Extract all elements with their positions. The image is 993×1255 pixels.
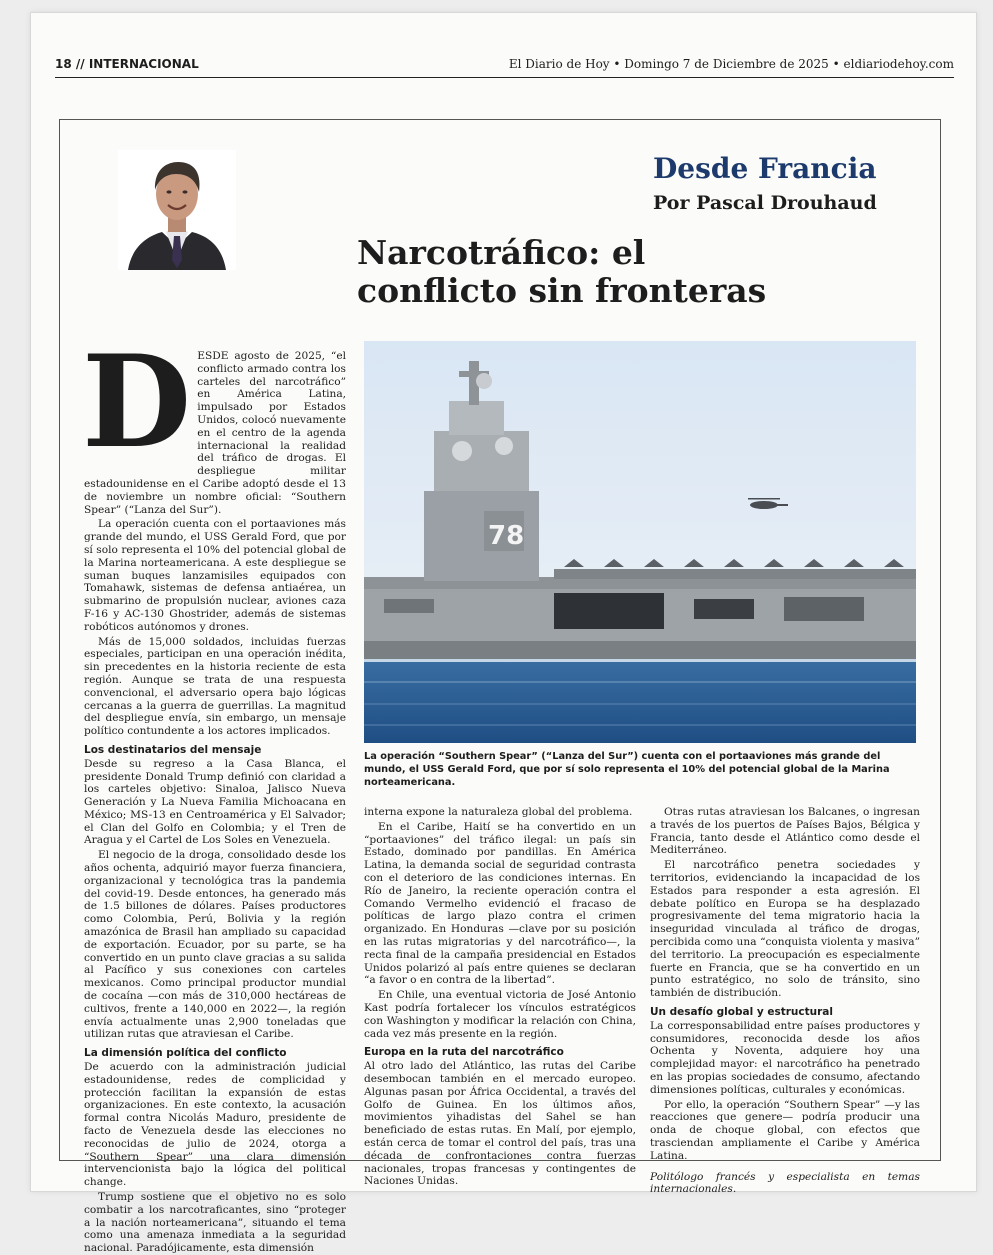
paragraph: Otras rutas atraviesan los Balcanes, o ingresan a través de los puertos de Países Bajos, Bélgica y Francia, tanto desde el Atlántico como desde el Mediterráneo.: [650, 806, 920, 857]
drop-cap: D: [82, 328, 192, 476]
column-kicker: Desde Francia: [653, 152, 877, 185]
paragraph: Por ello, la operación “Southern Spear” —y las reacciones que genere— podría producir una onda de choque global, con efectos que trasciendan ampliamente el Caribe y América Latina.: [650, 1098, 920, 1162]
opinion-column-frame: [59, 119, 941, 1255]
paragraph: Desde su regreso a la Casa Blanca, el presidente Donald Trump definió con claridad a los carteles objetivo: Sinaloa, Jalisco Nueva Generación y La Nueva Familia Michoacana en México; MS-13 en Centroamérica y El Salvador; el Clan del Golfo en Colombia; y el Tren de Aragua y el Cartel de Los Soles en Venezuela.: [84, 757, 346, 847]
paragraph: La corresponsabilidad entre países productores y consumidores, reconocida desde los años Ochenta y Noventa, adquiere hoy una complejidad mayor: el narcotráfico ha penetrado en las propias sociedades de consumo, afectando dimensiones políticas, culturales y económicas.: [650, 1019, 920, 1096]
subheading: Europa en la ruta del narcotráfico: [364, 1046, 564, 1059]
paragraph: ESDE agosto de 2025, “el conflicto armado contra los carteles del narcotráfico” en América Latina, impulsado por Estados Unidos, colocó nuevamente en el centro de la agenda internacional la realidad del tráfico de drogas. El despliegue militar estadounidense en el Caribe adoptó desde el 13 de noviembre un nombre oficial: “Southern Spear” (“Lanza del Sur”).: [84, 350, 346, 516]
subheading: La dimensión política del conflicto: [84, 1047, 287, 1060]
subheading: Los destinatarios del mensaje: [84, 743, 262, 756]
paragraph: De acuerdo con la administración judicial estadounidense, redes de complicidad y protección facilitan la expansión de estas organizaciones. En este contexto, la acusación formal contra Nicolás Maduro, presidente de facto de Venezuela desde las elecciones no reconocidas de julio de 2024, otorga a “Southern Spear” una clara dimensión intervencionista bajo la lógica del political change.: [84, 1061, 346, 1189]
article-column-1: [82, 328, 346, 1255]
article-column-2: [364, 806, 636, 1188]
aircraft-carrier-photo: [364, 341, 916, 743]
paragraph: interna expone la naturaleza global del problema.: [364, 806, 633, 818]
paragraph: Al otro lado del Atlántico, las rutas del Caribe desembocan también en el mercado europeo. Algunas pasan por África Occidental, a través del Golfo de Guinea. En los últimos años, movimientos yihadistas del Sahel se han beneficiado de estas rutas. En Malí, por ejemplo, están cerca de tomar el control del país, tras una década de confrontaciones contra fuerzas nacionales, tropas francesas y contingentes de Naciones Unidas.: [364, 1060, 636, 1188]
article-column-3: [650, 806, 920, 1196]
paragraph: La operación cuenta con el portaaviones más grande del mundo, el USS Gerald Ford, que por sí solo representa el 10% del potencial global de la Marina norteamericana. A este despliegue se suman buques lanzamisiles equipados con Tomahawk, sistemas de defensa antiaérea, un submarino de propulsión nuclear, aviones caza F-16 y AC-130 Ghostrider, además de sistemas robóticos autónomos y drones.: [84, 518, 346, 633]
masthead-line: El Diario de Hoy • Domingo 7 de Diciembre de 2025 • eldiariodehoy.com: [508, 57, 954, 71]
paragraph: Más de 15,000 soldados, incluidas fuerzas especiales, participan en una operación inédita, sin precedentes en la historia reciente de esta región. Aunque se trata de una respuesta convencional, el adversario opera bajo lógicas cercanas a la guerra de guerrillas. La magnitud del despliegue envía, sin embargo, un mensaje político contundente a los actores implicados.: [84, 635, 346, 738]
page-header: [55, 55, 954, 78]
paragraph: Trump sostiene que el objetivo no es solo combatir a los narcotraficantes, sino “proteger a la nación norteamericana”, situando el tema como una amenaza inmediata a la seguridad nacional. Paradójicamente, esta dimensión: [84, 1191, 346, 1255]
hull-number: 78: [488, 521, 525, 551]
photo-caption: La operación “Southern Spear” (“Lanza del Sur”) cuenta con el portaaviones más grande del mundo, el USS Gerald Ford, que por sí solo representa el 10% del potencial global de la Marina norteamericana.: [364, 751, 890, 788]
author-byline: Por Pascal Drouhaud: [653, 192, 877, 214]
newspaper-page: [30, 12, 977, 1255]
section-label: 18 // INTERNACIONAL: [55, 57, 199, 71]
article-headline: Narcotráfico: el conflicto sin fronteras: [357, 233, 767, 310]
paragraph: El negocio de la droga, consolidado desde los años ochenta, adquirió mayor fuerza financiera, organizacional y tecnológica tras la pandemia del covid-19. Desde entonces, ha generado más de 1.5 billones de dólares. Países productores como Colombia, Perú, Bolivia y la región amazónica de Brasil han ampliado su capacidad de exportación. Ecuador, por su parte, se ha convertido en un punto clave gracias a su salida al Pacífico y sus conexiones con carteles mexicanos. Como principal productor mundial de cocaína —con más de 310,000 hectáreas de cultivos, frente a 140,000 en 2022—, la región envía actualmente unas 2,900 toneladas que utilizan rutas que atraviesan el Caribe.: [84, 849, 346, 1041]
subheading: Un desafío global y estructural: [650, 1005, 833, 1018]
paragraph: En Chile, una eventual victoria de José Antonio Kast podría fortalecer los vínculos estratégicos con Washington y modificar la relación con China, cada vez más presente en la región.: [364, 989, 636, 1040]
paragraph: El narcotráfico penetra sociedades y territorios, evidenciando la incapacidad de los Estados para responder a esta agresión. El debate político en Europa se ha desplazado progresivamente del tema migratorio hacia la inseguridad vinculada al tráfico de drogas, percibida como una “conquista violenta y masiva” del territorio. La preocupación es especialmente fuerte en Francia, que se ha convertido en un punto estratégico, no solo de tránsito, sino también de distribución.: [650, 859, 920, 1000]
paragraph: En el Caribe, Haití se ha convertido en un “portaaviones” del tráfico ilegal: un país sin Estado, dominado por pandillas. En América Latina, la demanda social de seguridad contrasta con el deterioro de las condiciones internas. En Río de Janeiro, la reciente operación contra el Comando Vermelho evidenció el fracaso de políticas de largo plazo contra el crimen organizado. En Honduras —clave por su posición en las rutas migratorias y del narcotráfico—, la recta final de la campaña presidencial en Estados Unidos polarizó al país entre quienes se declaran “a favor o en contra de la libertad”.: [364, 820, 636, 987]
author-signature: Politólogo francés y especialista en temas internacionales.: [650, 1170, 920, 1196]
author-portrait: [118, 150, 236, 270]
